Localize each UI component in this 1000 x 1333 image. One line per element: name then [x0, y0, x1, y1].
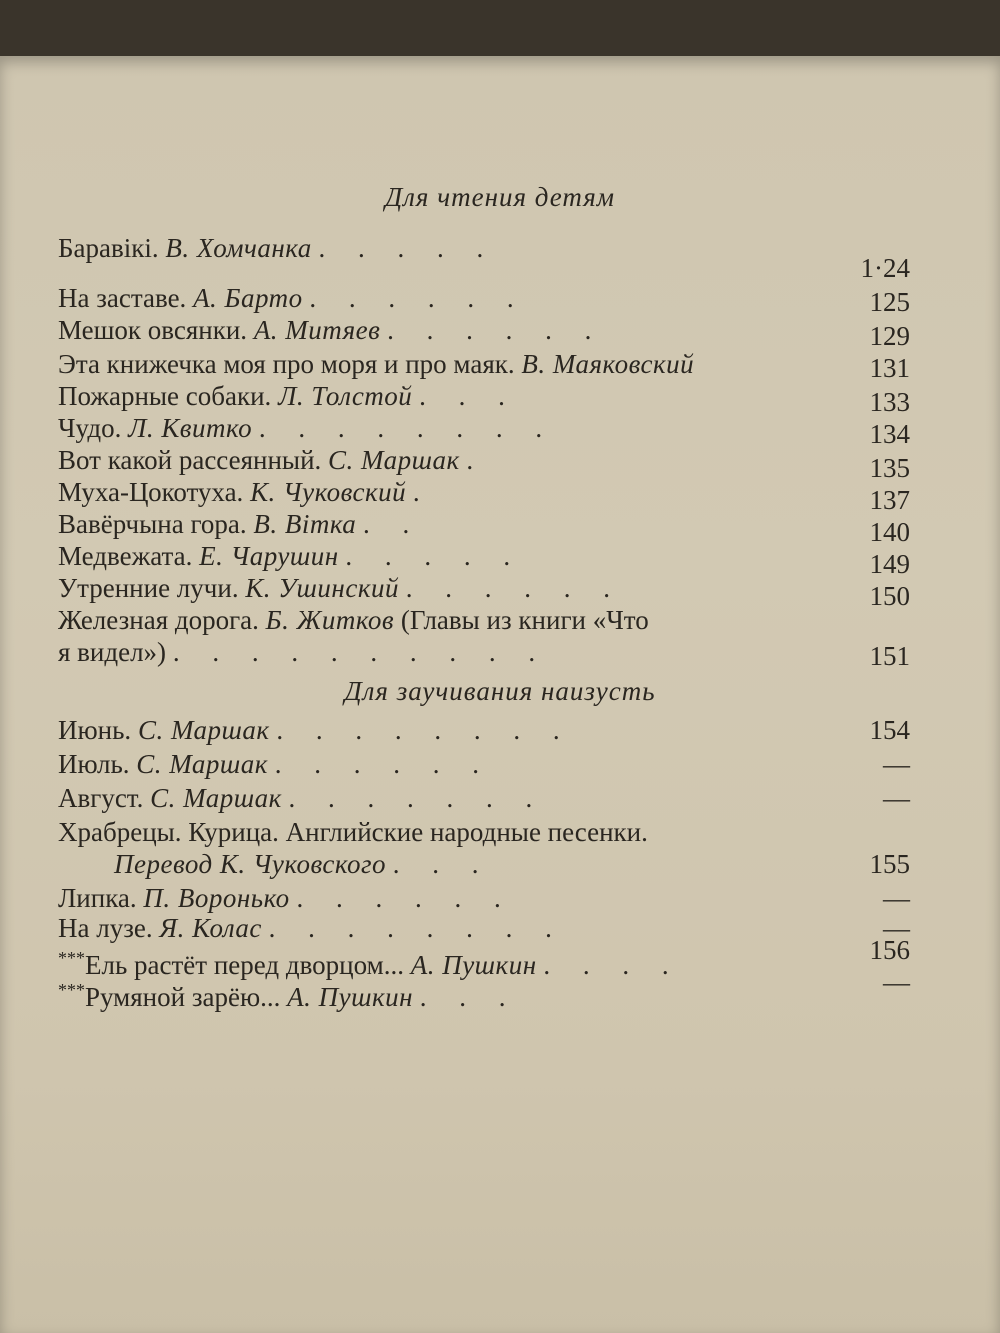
- page-number: 151: [869, 641, 910, 671]
- page-number: 134: [869, 419, 910, 449]
- page-number: —: [883, 967, 910, 997]
- toc-entry: ***Ель растёт перед дворцом... А. Пушкин . . . . 156: [58, 935, 910, 980]
- toc-entry: Вот какой рассеянный. С. Маршак . 135: [58, 445, 910, 483]
- toc-entry: Июнь. С. Маршак . . . . . . . . 154: [58, 715, 910, 745]
- toc-entry: Июль. С. Маршак . . . . . . —: [58, 749, 910, 779]
- toc-entry: Август. С. Маршак . . . . . . . —: [58, 783, 910, 813]
- page-number: —: [883, 913, 910, 943]
- page-number: 135: [869, 453, 910, 483]
- toc-entry: Баравікі. В. Хомчанка . . . . . 1·24: [58, 233, 910, 283]
- page-number: —: [883, 883, 910, 913]
- toc-entry: На лузе. Я. Колас . . . . . . . . —: [58, 913, 910, 943]
- page-number: 155: [869, 849, 910, 879]
- toc-entry: На заставе. А. Барто . . . . . . 125: [58, 283, 910, 317]
- toc-entry: Пожарные собаки. Л. Толстой . . . 133: [58, 381, 910, 417]
- toc-entry: Мешок овсянки. А. Митяев . . . . . . 129: [58, 315, 910, 351]
- toc-entry: я видел») . . . . . . . . . . 151: [58, 637, 910, 671]
- toc-entry: Утренние лучи. К. Ушинский . . . . . . 150: [58, 573, 910, 611]
- page-number: 149: [869, 549, 910, 579]
- page-number: 156: [869, 935, 910, 965]
- page-number: —: [883, 783, 910, 813]
- page-number: 125: [869, 287, 910, 317]
- toc-entry: Медвежата. Е. Чарушин . . . . . 149: [58, 541, 910, 579]
- toc-entry: Липка. П. Воронько . . . . . . —: [58, 883, 910, 913]
- page-number: 131: [869, 353, 910, 383]
- page-number: 150: [869, 581, 910, 611]
- toc-entry: Чудо. Л. Квитко . . . . . . . . 134: [58, 413, 910, 449]
- toc-entry: Эта книжечка моя про моря и про маяк. В. Маяковский 131: [58, 349, 910, 383]
- page-number: 140: [869, 517, 910, 547]
- page-number: 133: [869, 387, 910, 417]
- page-number: 129: [869, 321, 910, 351]
- toc-entry: Железная дорога. Б. Житков (Главы из книги «Что: [58, 605, 649, 635]
- toc-entry: ***Румяной зарёю... А. Пушкин . . . —: [58, 967, 910, 1012]
- toc-entry: Вавёрчына гора. В. Вітка . . 140: [58, 509, 910, 547]
- page-number: 1·24: [860, 253, 910, 283]
- book-page: [0, 56, 1000, 1333]
- section-heading-reading: Для чтения детям: [384, 182, 616, 212]
- page-number: —: [883, 749, 910, 779]
- toc-entry: Муха-Цокотуха. К. Чуковский . 137: [58, 477, 910, 515]
- page-number: 137: [869, 485, 910, 515]
- page-number: 154: [869, 715, 910, 745]
- toc-entry: Перевод К. Чуковского . . . 155: [114, 849, 910, 879]
- section-heading-memorize: Для заучивания наизусть: [344, 676, 656, 706]
- toc-entry: Храбрецы. Курица. Английские народные песенки.: [58, 817, 648, 847]
